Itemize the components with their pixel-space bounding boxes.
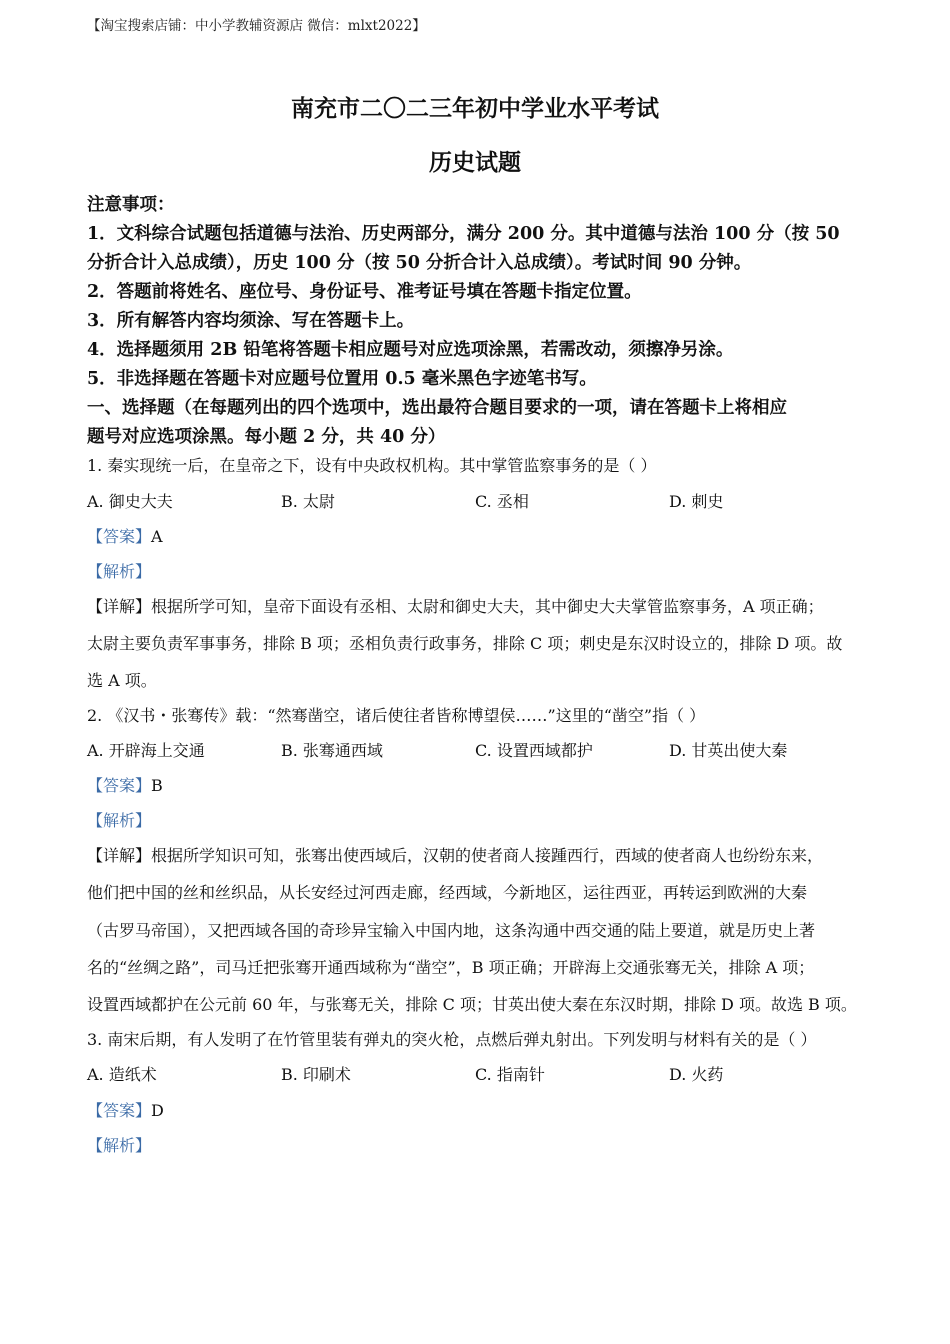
option-a: A. 造纸术 bbox=[87, 1065, 157, 1084]
notice-line: 4．选择题须用 2B 铅笔将答题卡相应题号对应选项涂黑，若需改动，须擦净另涂。 bbox=[87, 340, 734, 360]
answer-line bbox=[87, 1098, 164, 1121]
detail-line: 【详解】根据所学可知，皇帝下面设有丞相、太尉和御史大夫，其中御史大夫掌管监察事务，A 项正确； bbox=[87, 597, 824, 616]
question-stem: 1. 秦实现统一后，在皇帝之下，设有中央政权机构。其中掌管监察事务的是（ ） bbox=[87, 456, 657, 475]
option-a: A. 御史大夫 bbox=[87, 492, 173, 511]
notice-line: 5．非选择题在答题卡对应题号位置用 0.5 毫米黑色字迹笔书写。 bbox=[87, 369, 597, 389]
section-heading: 题号对应选项涂黑。每小题 2 分，共 40 分） bbox=[87, 427, 446, 447]
notice-line: 2．答题前将姓名、座位号、身份证号、准考证号填在答题卡指定位置。 bbox=[87, 282, 642, 302]
page-header-watermark: 【淘宝搜索店铺：中小学教辅资源店 微信：mlxt2022】 bbox=[87, 18, 426, 34]
answer-line bbox=[87, 773, 163, 796]
notice-heading: 注意事项： bbox=[87, 195, 175, 215]
answer-value: D bbox=[151, 1101, 164, 1120]
option-b: B. 太尉 bbox=[281, 492, 335, 511]
detail-line: 选 A 项。 bbox=[87, 671, 157, 690]
option-b: B. 张骞通西域 bbox=[281, 741, 383, 760]
notice-line: 1．文科综合试题包括道德与法治、历史两部分，满分 200 分。其中道德与法治 100 分（按 50 bbox=[87, 224, 840, 244]
option-d: D. 刺史 bbox=[669, 492, 724, 511]
section-heading: 一、选择题（在每题列出的四个选项中，选出最符合题目要求的一项，请在答题卡上将相应 bbox=[87, 398, 787, 418]
answer-line bbox=[87, 524, 163, 547]
answer-label: 【答案】 bbox=[87, 527, 152, 546]
analysis-label: 【解析】 bbox=[87, 1136, 152, 1155]
detail-line: 设置西域都护在公元前 60 年，与张骞无关，排除 C 项；甘英出使大秦在东汉时期，排除 D 项。故选 B 项。 bbox=[87, 995, 857, 1014]
answer-label: 【答案】 bbox=[87, 776, 152, 795]
answer-value: A bbox=[151, 527, 163, 546]
detail-line: 太尉主要负责军事事务，排除 B 项；丞相负责行政事务，排除 C 项；刺史是东汉时设立的，排除 D 项。故 bbox=[87, 634, 843, 653]
analysis-label: 【解析】 bbox=[87, 811, 152, 830]
exam-subtitle: 历史试题 bbox=[429, 149, 521, 176]
detail-line: 【详解】根据所学知识可知，张骞出使西域后，汉朝的使者商人接踵西行，西域的使者商人也纷纷东来， bbox=[87, 846, 824, 865]
notice-line: 3．所有解答内容均须涂、写在答题卡上。 bbox=[87, 311, 415, 331]
option-c: C. 指南针 bbox=[475, 1065, 545, 1084]
notice-line: 分折合计入总成绩），历史 100 分（按 50 分折合计入总成绩）。考试时间 90 分钟。 bbox=[87, 253, 752, 273]
analysis-label: 【解析】 bbox=[87, 562, 152, 581]
detail-line: 名的“丝绸之路”，司马迁把张骞开通西域称为“凿空”，B 项正确；开辟海上交通张骞无关，排除 A 项； bbox=[87, 958, 815, 977]
option-c: C. 丞相 bbox=[475, 492, 529, 511]
answer-value: B bbox=[151, 776, 163, 795]
option-b: B. 印刷术 bbox=[281, 1065, 351, 1084]
detail-line: （古罗马帝国），又把西域各国的奇珍异宝输入中国内地，这条沟通中西交通的陆上要道，就是历史上著 bbox=[87, 921, 816, 940]
detail-line: 他们把中国的丝和丝织品，从长安经过河西走廊，经西域，今新地区，运往西亚，再转运到欧洲的大秦 bbox=[87, 883, 808, 902]
option-c: C. 设置西域都护 bbox=[475, 741, 593, 760]
answer-label: 【答案】 bbox=[87, 1101, 152, 1120]
option-d: D. 火药 bbox=[669, 1065, 724, 1084]
question-stem: 2. 《汉书・张骞传》载：“然骞凿空，诸后使往者皆称博望侯……”这里的“凿空”指（ ） bbox=[87, 706, 706, 725]
question-stem: 3. 南宋后期，有人发明了在竹管里装有弹丸的突火枪，点燃后弹丸射出。下列发明与材料有关的是（ ） bbox=[87, 1030, 817, 1049]
exam-title: 南充市二〇二三年初中学业水平考试 bbox=[291, 95, 659, 122]
option-a: A. 开辟海上交通 bbox=[87, 741, 205, 760]
option-d: D. 甘英出使大秦 bbox=[669, 741, 788, 760]
